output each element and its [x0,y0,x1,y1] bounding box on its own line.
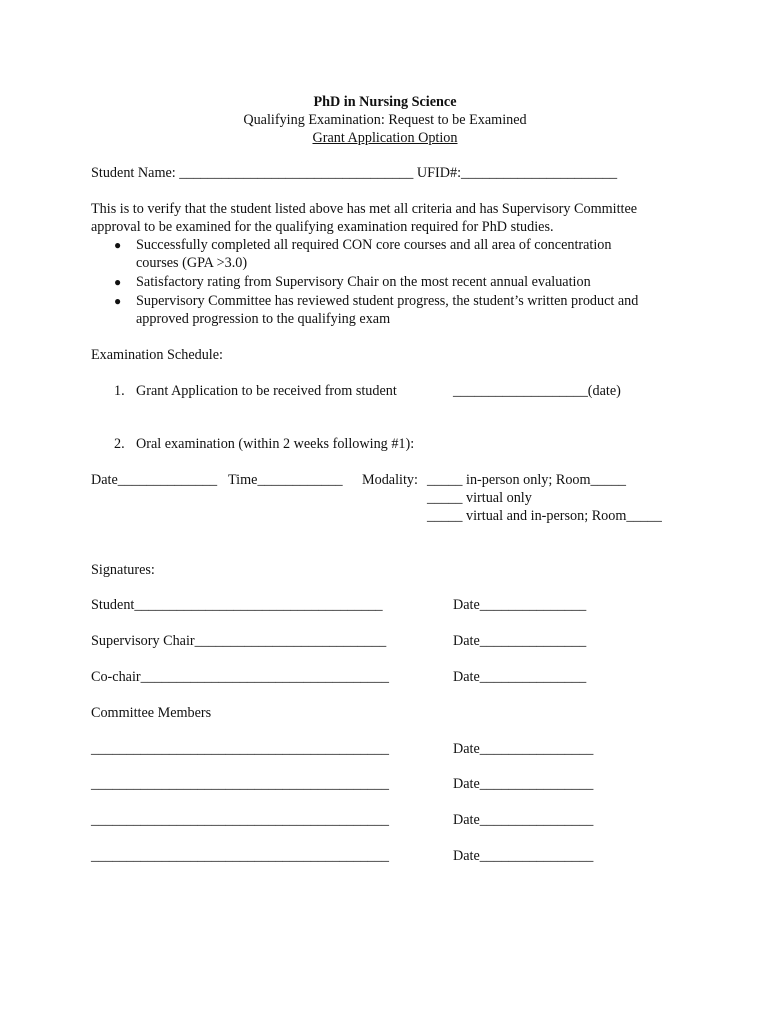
schedule-item-1-text: Grant Application to be received from student [136,383,397,399]
bullet-3-line-1: Supervisory Committee has reviewed student progress, the student’s written product and [136,293,639,309]
committee-member-signature-field[interactable]: __________________________________________ [91,741,389,757]
document-subtitle: Qualifying Examination: Request to be Examined [243,112,527,128]
committee-member-date-field[interactable]: Date________________ [453,848,594,864]
document-title: PhD in Nursing Science [313,94,457,110]
schedule-item-2-number: 2. [114,436,125,452]
bullet-icon: ● [114,238,122,252]
committee-member-date-field[interactable]: Date________________ [453,776,594,792]
bullet-1-line-1: Successfully completed all required CON core courses and all area of concentration [136,237,612,253]
bullet-icon: ● [114,294,122,308]
committee-member-date-field[interactable]: Date________________ [453,741,594,757]
oral-exam-time-field[interactable]: Time____________ [228,472,343,488]
committee-member-signature-field[interactable]: __________________________________________ [91,776,389,792]
grant-date-field[interactable]: ___________________(date) [453,383,621,399]
schedule-item-1-number: 1. [114,383,125,399]
committee-member-date-field[interactable]: Date________________ [453,812,594,828]
schedule-item-2-text: Oral examination (within 2 weeks following #1): [136,436,415,452]
bullet-1-line-2: courses (GPA >3.0) [136,255,248,271]
modality-hybrid-field[interactable]: _____ virtual and in-person; Room_____ [427,508,662,524]
supervisory-chair-signature-field[interactable]: Supervisory Chair___________________________ [91,633,387,649]
bullet-3-line-2: approved progression to the qualifying exam [136,311,391,327]
committee-member-signature-field[interactable]: __________________________________________ [91,848,389,864]
supervisory-chair-date-field[interactable]: Date_______________ [453,633,587,649]
student-name-ufid-field[interactable]: Student Name: _________________________________ UFID#:______________________ [91,165,618,181]
modality-label: Modality: [362,472,418,488]
option-heading: Grant Application Option [312,130,458,146]
committee-members-heading: Committee Members [91,705,212,721]
intro-text-line-2: approval to be examined for the qualifying examination required for PhD studies. [91,219,554,235]
bullet-icon: ● [114,275,122,289]
student-signature-field[interactable]: Student___________________________________ [91,597,383,613]
committee-member-signature-field[interactable]: __________________________________________ [91,812,389,828]
modality-virtual-field[interactable]: _____ virtual only [427,490,532,506]
modality-in-person-field[interactable]: _____ in-person only; Room_____ [427,472,627,488]
student-signature-date-field[interactable]: Date_______________ [453,597,587,613]
signatures-heading: Signatures: [91,562,155,578]
oral-exam-date-field[interactable]: Date______________ [91,472,218,488]
co-chair-date-field[interactable]: Date_______________ [453,669,587,685]
schedule-heading: Examination Schedule: [91,347,223,363]
bullet-2: Satisfactory rating from Supervisory Chair on the most recent annual evaluation [136,274,591,290]
co-chair-signature-field[interactable]: Co-chair___________________________________ [91,669,389,685]
intro-text-line-1: This is to verify that the student listed above has met all criteria and has Supervisory Committee [91,201,638,217]
